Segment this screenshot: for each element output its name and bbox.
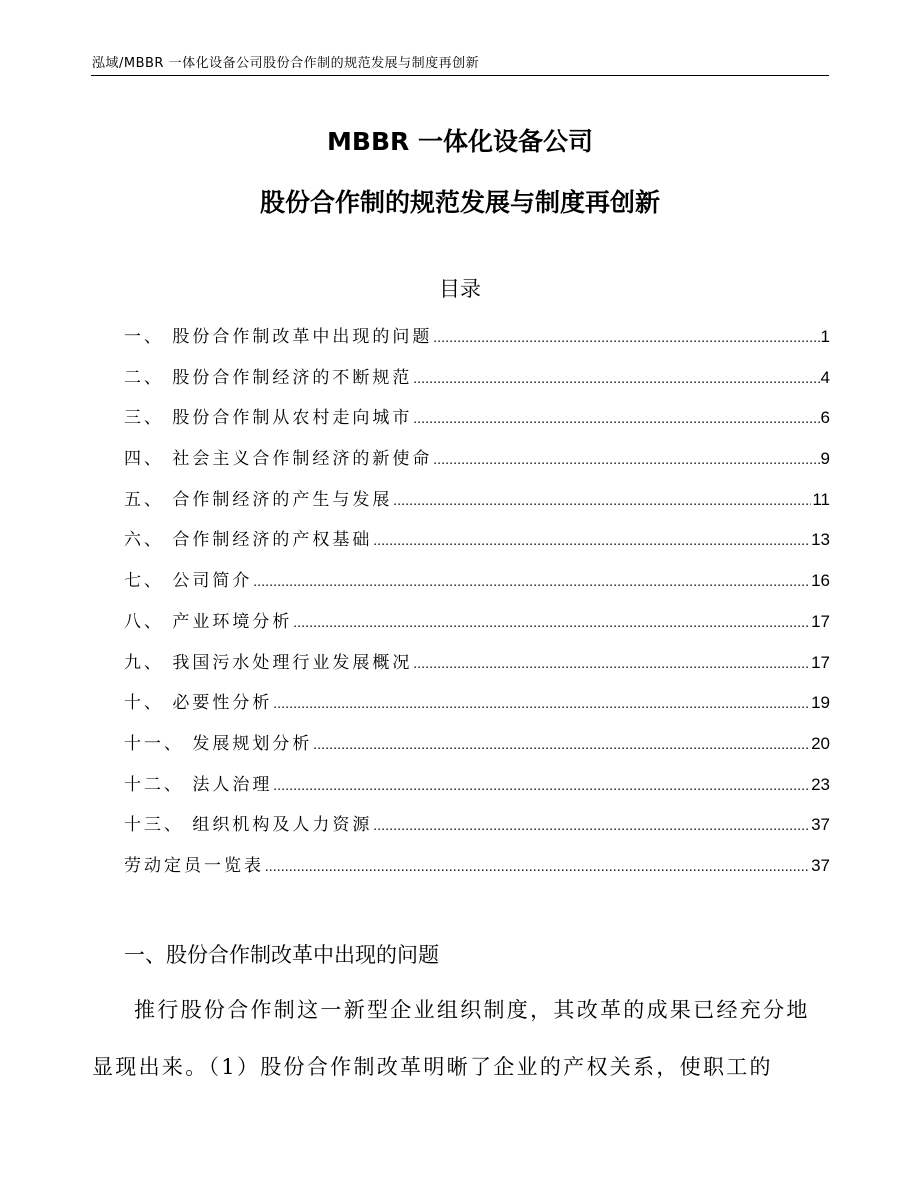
toc-entry-page: 4: [820, 367, 830, 387]
toc-entry[interactable]: [124, 444, 830, 485]
body-paragraph: 推行股份合作制这一新型企业组织制度，其改革的成果已经充分地显现出来。（1）股份合作制改革明晰了企业的产权关系，使职工的: [92, 998, 810, 1079]
toc-entry-page: 17: [811, 611, 830, 631]
toc-entry-label: 一、 股份合作制改革中出现的问题: [124, 327, 433, 347]
toc-entry[interactable]: [124, 851, 830, 892]
toc-entry-label: 九、 我国污水处理行业发展概况: [124, 652, 413, 673]
toc-entry[interactable]: [124, 403, 830, 444]
table-of-contents: [124, 322, 830, 892]
toc-entry-label: 十三、 组织机构及人力资源: [124, 815, 373, 836]
toc-leader-dots: [433, 453, 819, 469]
toc-entry-label: 七、 公司简介: [124, 571, 253, 592]
toc-leader-dots: [373, 819, 810, 835]
toc-entry-label: 劳动定员一览表: [124, 855, 264, 876]
toc-leader-dots: [433, 331, 819, 347]
toc-entry-label: 六、 合作制经济的产权基础: [124, 530, 373, 551]
toc-leader-dots: [313, 738, 810, 754]
toc-leader-dots: [265, 860, 810, 876]
toc-leader-dots: [413, 412, 819, 428]
toc-entry[interactable]: [124, 322, 830, 363]
toc-entry-page: 19: [811, 693, 830, 713]
toc-entry-label: 五、 合作制经济的产生与发展: [124, 489, 393, 510]
toc-entry[interactable]: [124, 607, 830, 648]
toc-entry-page: 13: [811, 530, 830, 550]
toc-entry-label: 十一、 发展规划分析: [124, 733, 313, 754]
toc-leader-dots: [253, 575, 810, 591]
toc-entry-label: 四、 社会主义合作制经济的新使命: [124, 449, 433, 470]
toc-entry-label: 二、 股份合作制经济的不断规范: [124, 367, 413, 388]
document-title-line1: MBBR 一体化设备公司: [327, 127, 593, 156]
toc-entry[interactable]: [124, 648, 830, 689]
toc-leader-dots: [293, 616, 810, 632]
toc-entry-page: 20: [811, 733, 830, 753]
toc-entry-page: 9: [820, 449, 830, 469]
toc-entry-page: 37: [811, 815, 830, 835]
toc-entry-page: 1: [820, 327, 830, 346]
toc-entry[interactable]: [124, 729, 830, 770]
section-heading: 一、股份合作制改革中出现的问题: [124, 943, 439, 967]
toc-entry[interactable]: [124, 566, 830, 607]
toc-entry-label: 十、 必要性分析: [124, 693, 273, 714]
document-title-line2: 股份合作制的规范发展与制度再创新: [259, 188, 660, 217]
toc-entry[interactable]: [124, 525, 830, 566]
toc-heading: 目录: [439, 277, 481, 301]
toc-entry[interactable]: [124, 810, 830, 851]
toc-leader-dots: [373, 534, 810, 550]
toc-entry[interactable]: [124, 485, 830, 526]
toc-entry[interactable]: [124, 363, 830, 404]
header-divider: [91, 75, 829, 76]
toc-entry-page: 16: [811, 571, 830, 591]
toc-entry-page: 11: [812, 489, 830, 509]
toc-entry-label: 八、 产业环境分析: [124, 611, 293, 632]
toc-leader-dots: [393, 494, 811, 510]
toc-entry-page: 6: [820, 408, 830, 428]
running-header: 泓域/MBBR 一体化设备公司股份合作制的规范发展与制度再创新: [92, 56, 480, 71]
toc-leader-dots: [413, 657, 810, 673]
toc-entry[interactable]: [124, 688, 830, 729]
toc-leader-dots: [413, 372, 819, 388]
toc-entry-page: 37: [811, 855, 830, 875]
toc-leader-dots: [273, 697, 810, 713]
toc-entry-label: 三、 股份合作制从农村走向城市: [124, 408, 413, 429]
toc-entry[interactable]: [124, 770, 830, 811]
toc-leader-dots: [273, 779, 810, 795]
toc-entry-page: 17: [811, 652, 830, 672]
toc-entry-label: 十二、 法人治理: [124, 774, 273, 795]
toc-entry-page: 23: [811, 774, 830, 794]
